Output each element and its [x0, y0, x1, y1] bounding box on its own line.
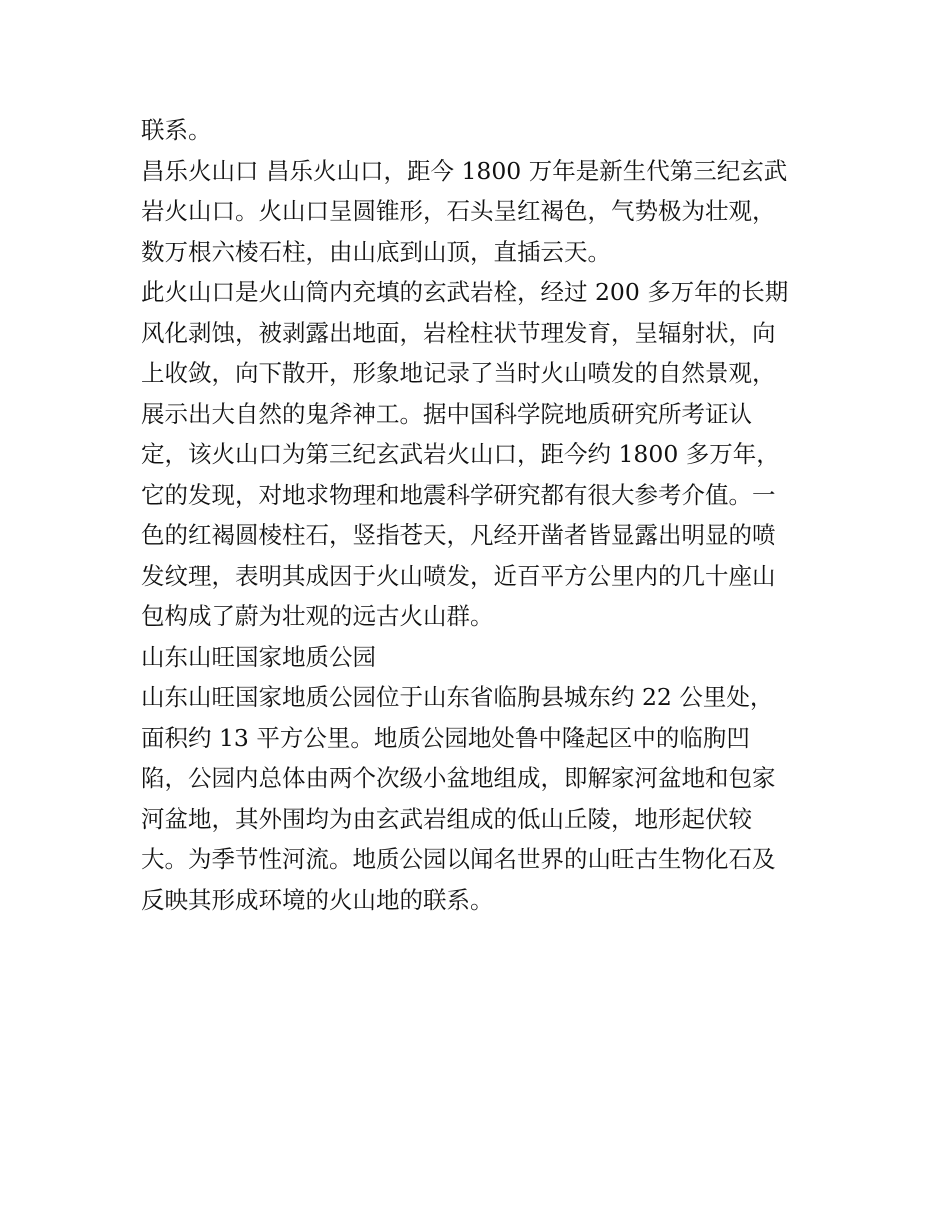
- text-line: 大。为季节性河流。地质公园以闻名世界的山旺古生物化石及: [141, 845, 776, 873]
- section-heading-shanwang: [141, 637, 813, 678]
- text-line: 此火山口是火山筒内充填的玄武岩栓，经过 200 多万年的长期: [141, 278, 789, 306]
- text-line: 色的红褐圆棱柱石，竖指苍天，凡经开凿者皆显露出明显的喷: [141, 521, 776, 549]
- text-line: 山东山旺国家地质公园位于山东省临朐县城东约 22 公里处，: [141, 683, 774, 711]
- text-line: 它的发现，对地求物理和地震科学研究都有很大参考介值。一: [141, 480, 776, 509]
- heading-line: 山东山旺国家地质公园: [141, 642, 376, 671]
- text-line: 联系。: [141, 116, 212, 144]
- text-line: 上收敛，向下散开，形象地记录了当时火山喷发的自然景观，: [141, 359, 776, 387]
- text-line: 昌乐火山口 昌乐火山口，距今 1800 万年是新生代第三纪玄武: [141, 156, 788, 185]
- text-line: 反映其形成环境的火山地的联系。: [141, 885, 494, 914]
- text-line: 发纹理，表明其成因于火山喷发，近百平方公里内的几十座山: [141, 561, 776, 590]
- text-line: 定，该火山口为第三纪玄武岩火山口，距今约 1800 多万年，: [141, 440, 780, 468]
- text-line: 风化剥蚀，被剥露出地面，岩栓柱状节理发育，呈辐射状，向: [141, 318, 776, 347]
- text-line: 河盆地，其外围均为由玄武岩组成的低山丘陵，地形起伏较: [141, 804, 752, 833]
- paragraph-crater-description: [141, 272, 813, 637]
- paragraph-changle-crater: [141, 151, 813, 273]
- text-line: 面积约 13 平方公里。地质公园地处鲁中隆起区中的临朐凹: [141, 723, 750, 752]
- text-line: 陷，公园内总体由两个次级小盆地组成，即解家河盆地和包家: [141, 764, 776, 792]
- text-line: 展示出大自然的鬼斧神工。据中国科学院地质研究所考证认: [141, 399, 752, 428]
- text-line: 岩火山口。火山口呈圆锥形，石头呈红褐色，气势极为壮观，: [141, 197, 776, 225]
- text-line: 包构成了蔚为壮观的远古火山群。: [141, 602, 494, 630]
- paragraph-continuation: [141, 110, 813, 151]
- body-text: [141, 110, 813, 920]
- text-line: 数万根六棱石柱，由山底到山顶，直插云天。: [141, 237, 611, 266]
- paragraph-shanwang-park: [141, 677, 813, 920]
